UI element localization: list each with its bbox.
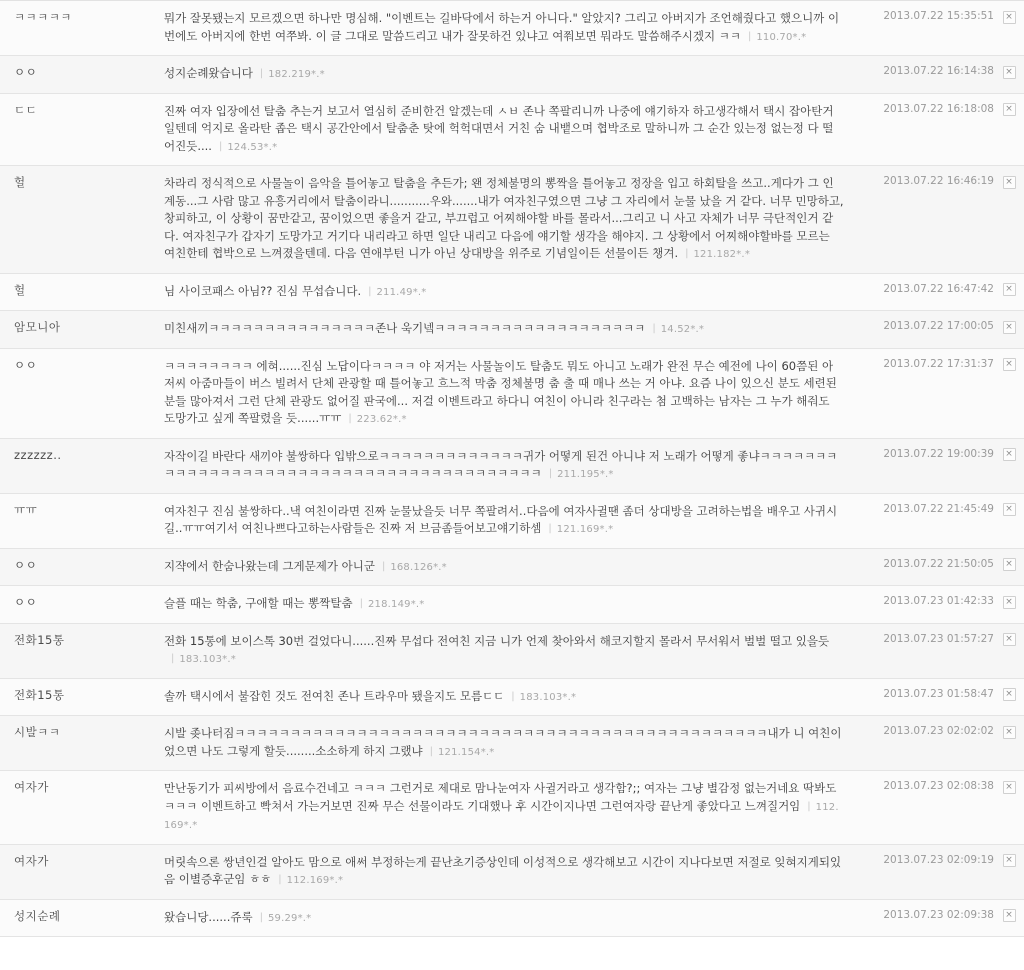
comment-ip-separator: | [278, 874, 282, 885]
comment-ip-separator: | [218, 140, 223, 152]
comment-row [0, 679, 1024, 717]
comment-ip: 223.62*.* [356, 414, 407, 425]
comment-ip-separator: | [368, 285, 372, 297]
comment-body [158, 349, 858, 438]
comment-ip: 121.169*.* [556, 524, 614, 535]
comment-ip: 121.182*.* [693, 249, 751, 260]
comment-text: 여자친구 진심 불쌍하다..낵 여친이라면 진짜 눈물났을듯 너무 쪽팔려서..다음에 여자사귈땐 좀더 상대방을 고려하는법을 배우고 사귀시길..ㅠㅠ여기서 여친나쁘다고하는사람들은 진짜 저 브금좀들어보고얘기하셈 [164, 503, 838, 535]
comment-date: 2013.07.22 21:50:05 [883, 557, 994, 570]
comment-date: 2013.07.23 02:08:38 [883, 780, 994, 792]
comment-text: 만난동기가 피씨방에서 음료수건네고 ㅋㅋㅋ 그런거로 제대로 맘나눈여자 사귈거라고 생각함?;; 여자는 그냥 별감정 없는거네요 딱봐도 ㅋㅋㅋ 이벤트하고 빡쳐서 가는거보면 진짜 무슨 선물이라도 기대했나 후 시간이지나면 그런여자랑 끝난게 좋았다고 느껴질거임 [164, 781, 837, 813]
comment-author[interactable]: ㄷㄷ [14, 102, 38, 117]
comment-body [158, 274, 858, 311]
comment-body [158, 771, 858, 844]
comment-date: 2013.07.22 16:46:19 [883, 175, 994, 187]
comment-row [0, 349, 1024, 439]
comment-ip: 183.103*.* [519, 691, 577, 703]
comment-date: 2013.07.23 01:58:47 [883, 687, 994, 700]
comment-author[interactable]: zzzzzz.. [14, 447, 62, 462]
comment-ip: 211.195*.* [557, 469, 614, 480]
comment-ip-separator: | [259, 911, 263, 923]
comment-row [0, 549, 1024, 587]
comment-body [158, 166, 858, 273]
comment-text: ㅋㅋㅋㅋㅋㅋㅋㅋ 에혀......진심 노답이다ㅋㅋㅋㅋ 야 저거는 사물놀이도 탈춤도 뭐도 아니고 노래가 완전 무슨 예전에 나이 60쯤된 아저씨 아줌마들이 버스 빌려서 단체 관광할 때 틀어놓고 흐느적 막춤 정체불명 춤 출 때 매나 쓰는 거 아냐. 요즘 나이 있으신 분도 세련된 분들 많아져서 그런 단체 관광도 없어질 판국에... 저걸 이벤트라고 하다니 여친이 아니라 친구라는 첨 고백하는 남자는 그 누가 해줘도 도망가고 싶게 쪽팔렸을 듯......ㅠㅠ [164, 358, 837, 425]
close-icon[interactable]: × [1003, 558, 1016, 571]
comment-text: 님 사이코패스 아님?? 진심 무섭습니다. [164, 283, 362, 298]
comment-delete-cell [998, 349, 1024, 438]
comment-delete-cell [998, 56, 1024, 93]
comment-text: 슬플 때는 학춤, 구애할 때는 뽕짝탈춤 [164, 596, 353, 610]
comment-row [0, 439, 1024, 494]
comment-text: 뭐가 잘못됐는지 모르겠으면 하나만 명심해. "이벤트는 길바닥에서 하는거 아니다." 알았지? 그리고 아버지가 조언해줬다고 했으니까 이번에도 아버지에 한번 여쭈봐. 이 글 그대로 말씀드리고 내가 잘못하건 있냐고 여쭤보면 뭐라도 말씀해주시겠지 ㅋㅋ [164, 11, 840, 43]
comment-ip: 110.70*.* [756, 31, 807, 43]
comment-ip-separator: | [348, 413, 352, 424]
close-icon[interactable]: × [1003, 688, 1016, 701]
comment-ip: 182.219*.* [268, 69, 325, 80]
comment-text: 전화 15통에 보이스톡 30번 걸었다니......진짜 무섭다 전여친 지금 니가 언제 찾아와서 해코지할지 몰라서 무서워서 벌벌 떨고 있을듯 [164, 633, 830, 648]
comment-body [158, 845, 858, 899]
comment-date: 2013.07.22 21:45:49 [883, 502, 994, 515]
comment-delete-cell [998, 679, 1024, 716]
comment-body [158, 494, 858, 548]
comment-ip-separator: | [511, 690, 515, 702]
comment-ip: 218.149*.* [367, 599, 425, 610]
comment-row [0, 900, 1024, 938]
comment-delete-cell [998, 624, 1024, 678]
comment-ip-separator: | [429, 745, 433, 757]
comment-row [0, 771, 1024, 845]
comment-date: 2013.07.23 02:02:02 [883, 725, 994, 737]
comment-row [0, 94, 1024, 167]
comment-date: 2013.07.22 16:14:38 [883, 65, 994, 77]
comment-text: 시발 좆나터짐ㅋㅋㅋㅋㅋㅋㅋㅋㅋㅋㅋㅋㅋㅋㅋㅋㅋㅋㅋㅋㅋㅋㅋㅋㅋㅋㅋㅋㅋㅋㅋㅋㅋㅋㅋㅋㅋㅋㅋㅋㅋㅋㅋㅋㅋㅋㅋㅋ내가 니 여친이었으면 나도 그렇게 할듯........소소하게 하지 그랬냐 [164, 726, 842, 758]
comment-ip-separator: | [747, 30, 752, 42]
comment-delete-cell [998, 586, 1024, 623]
comment-author[interactable]: 암모니아 [14, 320, 61, 334]
comment-author[interactable]: ㅇㅇ [14, 595, 38, 609]
comment-row [0, 311, 1024, 349]
comment-ip: 14.52*.* [660, 324, 705, 335]
comment-date: 2013.07.22 19:00:39 [883, 447, 994, 460]
comment-body [158, 549, 858, 586]
comment-body [158, 439, 858, 493]
close-icon[interactable]: × [1003, 11, 1016, 24]
comment-author[interactable]: ㅋㅋㅋㅋㅋ [14, 10, 73, 24]
close-icon[interactable]: × [1003, 321, 1016, 334]
comment-date: 2013.07.22 16:18:08 [883, 102, 994, 115]
comment-delete-cell [998, 771, 1024, 844]
comment-ip: 112.169*.* [164, 801, 839, 831]
comment-ip-separator: | [259, 68, 264, 79]
comment-body [158, 311, 858, 348]
close-icon[interactable]: × [1003, 103, 1016, 116]
comment-row [0, 494, 1024, 549]
comment-body [158, 624, 858, 678]
comment-row [0, 274, 1024, 312]
close-icon[interactable]: × [1003, 176, 1016, 189]
comment-ip-separator: | [359, 598, 363, 609]
comment-date: 2013.07.22 17:00:05 [883, 320, 994, 332]
comment-row [0, 166, 1024, 274]
comment-ip: 59.29*.* [267, 912, 312, 924]
comment-body [158, 716, 858, 770]
comment-delete-cell [998, 494, 1024, 548]
comment-author[interactable]: 전화15통 [14, 632, 65, 647]
close-icon[interactable]: × [1003, 633, 1016, 646]
comment-author[interactable]: 헐 [14, 282, 26, 297]
comment-date: 2013.07.22 15:35:51 [883, 10, 994, 22]
comment-date: 2013.07.22 16:47:42 [883, 282, 994, 295]
comment-body [158, 56, 858, 93]
comment-ip-separator: | [381, 560, 386, 572]
close-icon[interactable]: × [1003, 448, 1016, 461]
comment-text: 솔까 택시에서 불잡힌 것도 전여친 존나 트라우마 됐을지도 모름ㄷㄷ [164, 688, 505, 703]
comment-ip: 112.169*.* [286, 875, 344, 886]
comment-row [0, 845, 1024, 900]
comment-text: 지쟉에서 한숨나왔는데 그게문제가 아니군 [164, 558, 375, 573]
comment-delete-cell [998, 166, 1024, 273]
comment-author[interactable]: 여자가 [14, 853, 49, 868]
close-icon[interactable]: × [1003, 781, 1016, 794]
comment-author[interactable]: ㅠㅠ [14, 502, 38, 517]
comment-row [0, 56, 1024, 94]
comment-author[interactable]: ㅇㅇ [14, 65, 38, 79]
comment-text: 자작이길 바란다 새끼야 불쌍하다 입밖으로ㅋㅋㅋㅋㅋㅋㅋㅋㅋㅋㅋㅋㅋ귀가 어떻게 된건 아니냐 저 노래가 어떻게 좋냐ㅋㅋㅋㅋㅋㅋㅋㅋㅋㅋㅋㅋㅋㅋㅋㅋㅋㅋㅋㅋㅋㅋㅋㅋㅋㅋㅋㅋㅋㅋㅋㅋㅋㅋㅋㅋㅋㅋㅋㅋㅋ [164, 448, 838, 480]
comment-row [0, 1, 1024, 56]
comment-ip: 124.53*.* [227, 141, 278, 153]
comment-ip: 168.126*.* [390, 561, 447, 573]
comment-text: 미친새끼ㅋㅋㅋㅋㅋㅋㅋㅋㅋㅋㅋㅋㅋㅋㅋ존나 욱기넼ㅋㅋㅋㅋㅋㅋㅋㅋㅋㅋㅋㅋㅋㅋㅋㅋㅋㅋㅋ [164, 321, 646, 335]
comment-ip-separator: | [652, 323, 656, 334]
comment-delete-cell [998, 1, 1024, 55]
comment-delete-cell [998, 549, 1024, 586]
comment-author[interactable]: 시발ㅋㅋ [14, 725, 61, 739]
comment-ip: 183.103*.* [179, 654, 236, 665]
comment-delete-cell [998, 845, 1024, 899]
comment-delete-cell [998, 311, 1024, 348]
close-icon[interactable]: × [1003, 596, 1016, 609]
comment-ip: 121.154*.* [437, 746, 495, 758]
comment-text: 진짜 여자 입장에선 탈춤 추는거 보고서 열심히 준비한건 알겠는데 ㅅㅂ 존나 쪽팔리니까 나중에 얘기하자 하고생각해서 택시 잡아탄거 일텐데 억지로 올라탄 좁은 택시 공간안에서 탈춤춘 탓에 헉헉대면서 거친 숨 내뱉으며 협박조로 말하니까 그 순간 있는정 없는정 다 떨어진듯.... [164, 103, 834, 153]
comment-body [158, 900, 858, 937]
comment-date: 2013.07.23 02:09:38 [883, 908, 994, 921]
comment-text: 왔습니당......쥬룩 [164, 909, 253, 924]
comment-author[interactable]: ㅇㅇ [14, 557, 38, 572]
close-icon[interactable]: × [1003, 909, 1016, 922]
close-icon[interactable]: × [1003, 854, 1016, 867]
close-icon[interactable]: × [1003, 66, 1016, 79]
comment-ip-separator: | [685, 248, 689, 259]
comment-text: 성지순례왔습니다 [164, 66, 253, 80]
comment-row [0, 586, 1024, 624]
comment-row [0, 716, 1024, 771]
comment-body [158, 94, 858, 166]
comment-text: 차라리 정식적으로 사물놀이 음악을 틀어놓고 탈춤을 추든가; 왠 정체불명의 뽕짝을 틀어놓고 정장을 입고 하회탈을 쓰고..게다가 그 인계동...그 사람 많고 유흥거리에서 탈춤이라니...........우와.......내가 여자친구였으면 그냥 그 자리에서 눈물 났을 거 같다. 너무 민망하고, 창피하고, 이 상황이 꿈만같고, 꿈이었으면 좋을거 같고, 부끄럽고 어찌해야할 바를 몰라서...그리고 니 사고 자체가 너무 극단적인거 같다. 여자친구가 갑자기 도망가고 거기다 내리라고 하면 일단 내리고 다음에 얘기할 생각을 해야지. 그 상황에서 어찌해야할바를 모르는 여친한테 협박으로 느껴졌을텐데. 다음 연애부턴 니가 아닌 상대방을 위주로 기념일이든 선물이든 챙겨. [164, 176, 844, 260]
comment-ip-separator: | [171, 653, 175, 664]
close-icon[interactable]: × [1003, 503, 1016, 516]
comment-body [158, 586, 858, 623]
comment-author[interactable]: ㅇㅇ [14, 357, 38, 372]
comment-date: 2013.07.23 01:42:33 [883, 595, 994, 607]
comment-body [158, 1, 858, 55]
comment-delete-cell [998, 900, 1024, 937]
comment-text: 머릿속으론 쌍년인걸 알아도 맘으로 애써 부정하는게 끝난초기증상인데 이성적으로 생각해보고 시간이 지나다보면 저절로 잊혀지게되있음 이별증후군임 ㅎㅎ [164, 854, 842, 886]
comment-date: 2013.07.23 02:09:19 [883, 853, 994, 866]
comment-ip: 211.49*.* [376, 286, 427, 298]
comment-ip-separator: | [807, 800, 811, 812]
comment-author[interactable]: 여자가 [14, 780, 49, 794]
comment-delete-cell [998, 274, 1024, 311]
comment-ip-separator: | [548, 523, 552, 534]
close-icon[interactable]: × [1003, 358, 1016, 371]
comment-row [0, 624, 1024, 679]
close-icon[interactable]: × [1003, 726, 1016, 739]
comment-body [158, 679, 858, 716]
comment-author[interactable]: 성지순례 [14, 908, 61, 923]
comment-date: 2013.07.22 17:31:37 [883, 357, 994, 370]
comment-delete-cell [998, 439, 1024, 493]
close-icon[interactable]: × [1003, 283, 1016, 296]
comment-date: 2013.07.23 01:57:27 [883, 632, 994, 645]
comment-delete-cell [998, 94, 1024, 166]
comment-ip-separator: | [548, 468, 553, 479]
comment-author[interactable]: 헐 [14, 175, 26, 189]
comment-author[interactable]: 전화15통 [14, 687, 65, 702]
comment-delete-cell [998, 716, 1024, 770]
